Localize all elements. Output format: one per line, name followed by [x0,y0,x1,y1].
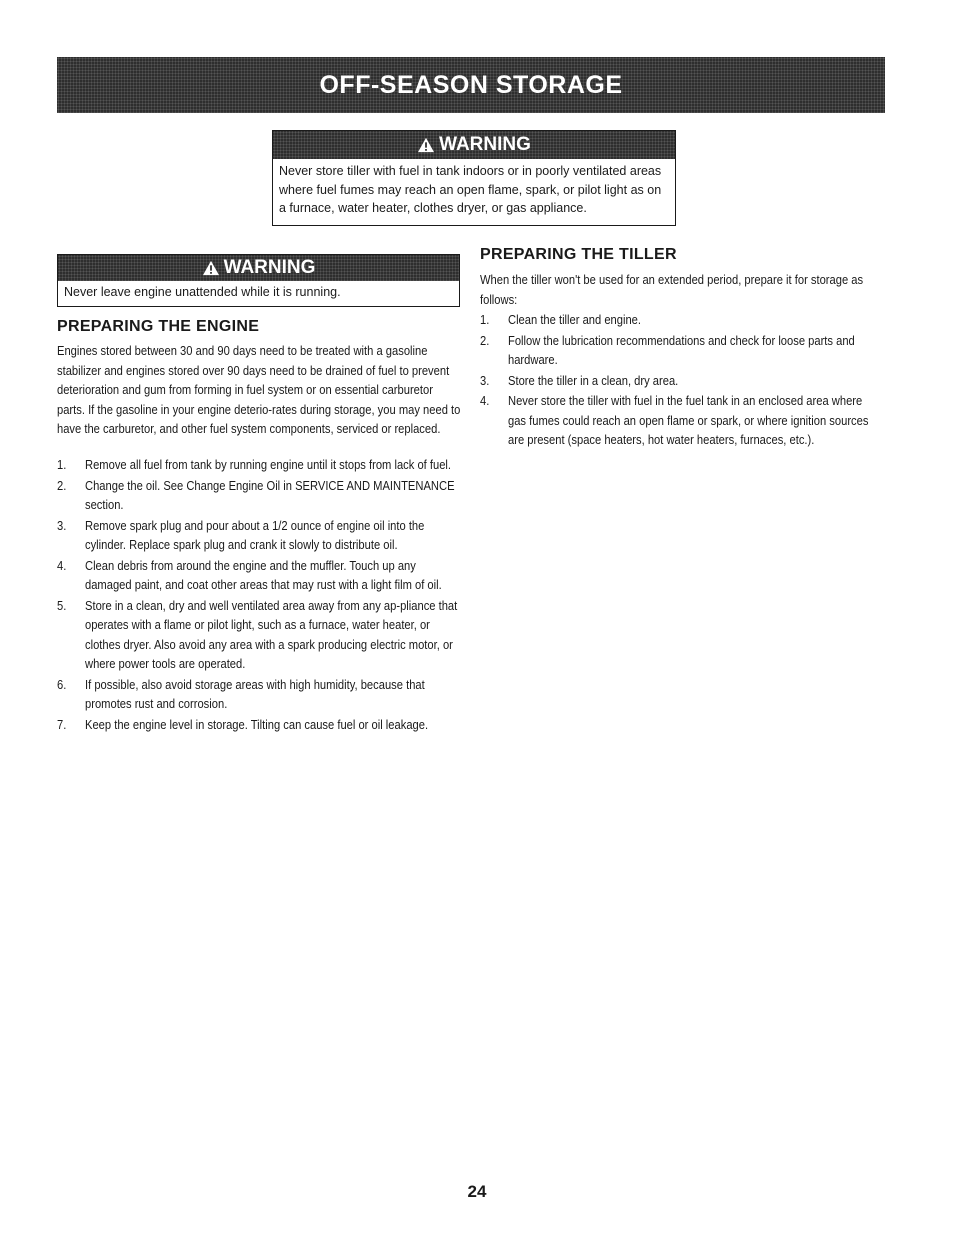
list-item-text: Clean the tiller and engine. [508,312,642,327]
list-item-text: Clean debris from around the engine and the muffler. Touch up any damaged paint, and coat other areas that may rust with a light film of oil. [85,557,442,592]
warning-box-engine [57,254,460,307]
list-item-number: 4. [57,557,67,573]
list-item [480,331,885,370]
list-item [480,371,885,391]
section-banner [57,57,885,113]
list-item [57,476,462,515]
list-item-number: 3. [480,372,490,388]
list-item [480,310,885,330]
list-item-number: 1. [57,457,67,472]
list-item-number: 2. [57,477,67,493]
list-item-number: 2. [480,332,490,348]
list-item-text: Follow the lubrication recommendations and check for loose parts and hardware. [508,332,855,367]
warning-text: Never leave engine unattended while it is running. [64,285,341,299]
list-item [57,715,462,735]
list-item-text: Change the oil. See Change Engine Oil in SERVICE AND MAINTENANCE section. [85,477,455,512]
list-item-number: 1. [480,312,490,327]
list-item-text: Store in a clean, dry and well ventilated area away from any ap-pliance that operates with a flame or pilot light, such as a furnace, water heater, or clothes dryer. Also avoid any area with a spark producing electric motor, or where power tools are operated. [85,597,458,671]
page-number: 24 [467,1182,487,1201]
tiller-intro: When the tiller won't be used for an extended period, prepare it for storage as follows: [480,272,864,307]
section-title-tiller: PREPARING THE TILLER [480,246,677,263]
list-item [480,391,885,450]
warning-header [58,255,459,281]
warning-heading: WARNING [223,257,316,278]
section-title-engine: PREPARING THE ENGINE [57,318,260,335]
list-item [57,675,462,714]
warning-triangle-icon [202,260,220,276]
tiller-steps-list [480,310,885,451]
list-item-text: Remove all fuel from tank by running engine until it stops from lack of fuel. [85,457,452,472]
list-item [57,596,462,674]
engine-intro: Engines stored between 30 and 90 days need to be treated with a gasoline stabilizer and engines stored over 90 days need to be drained of fuel to prevent deterioration and gum from forming in fuel system or on essential carburetor parts. If the gasoline in your engine deterio-rates during storage, you may need to have the carburetor, and other fuel system components, serviced or replaced. [57,343,461,436]
list-item [57,455,462,475]
list-item-text: Keep the engine level in storage. Tilting can cause fuel or oil leakage. [85,716,429,732]
page-title: OFF-SEASON STORAGE [319,70,623,99]
warning-text: Never store tiller with fuel in tank indoors or in poorly ventilated areas where fuel fumes may reach an open flame, spark, or pilot light as on a furnace, water heater, clothes dryer, or gas appliance. [279,164,662,215]
list-item-text: Remove spark plug and pour about a 1/2 ounce of engine oil into the cylinder. Replace spark plug and crank it slowly to distribute oil. [85,517,425,552]
list-item-text: Never store the tiller with fuel in the fuel tank in an enclosed area where gas fumes could reach an open flame or spark, or where ignition sources are present (space heaters, hot water heaters, furnaces, etc.). [508,393,869,447]
list-item-number: 7. [57,716,67,732]
warning-triangle-icon [417,137,435,153]
list-item [57,516,462,555]
list-item-text: Store the tiller in a clean, dry area. [508,372,679,388]
list-item-number: 3. [57,517,67,533]
list-item-number: 5. [57,597,67,613]
list-item-number: 6. [57,676,67,692]
list-item-text: If possible, also avoid storage areas with high humidity, because that promotes rust and corrosion. [85,676,425,711]
warning-heading: WARNING [439,134,531,155]
engine-steps-list [57,455,462,735]
list-item [57,556,462,595]
warning-box-storage [272,130,676,226]
warning-header [273,131,675,159]
list-item-number: 4. [480,393,490,408]
